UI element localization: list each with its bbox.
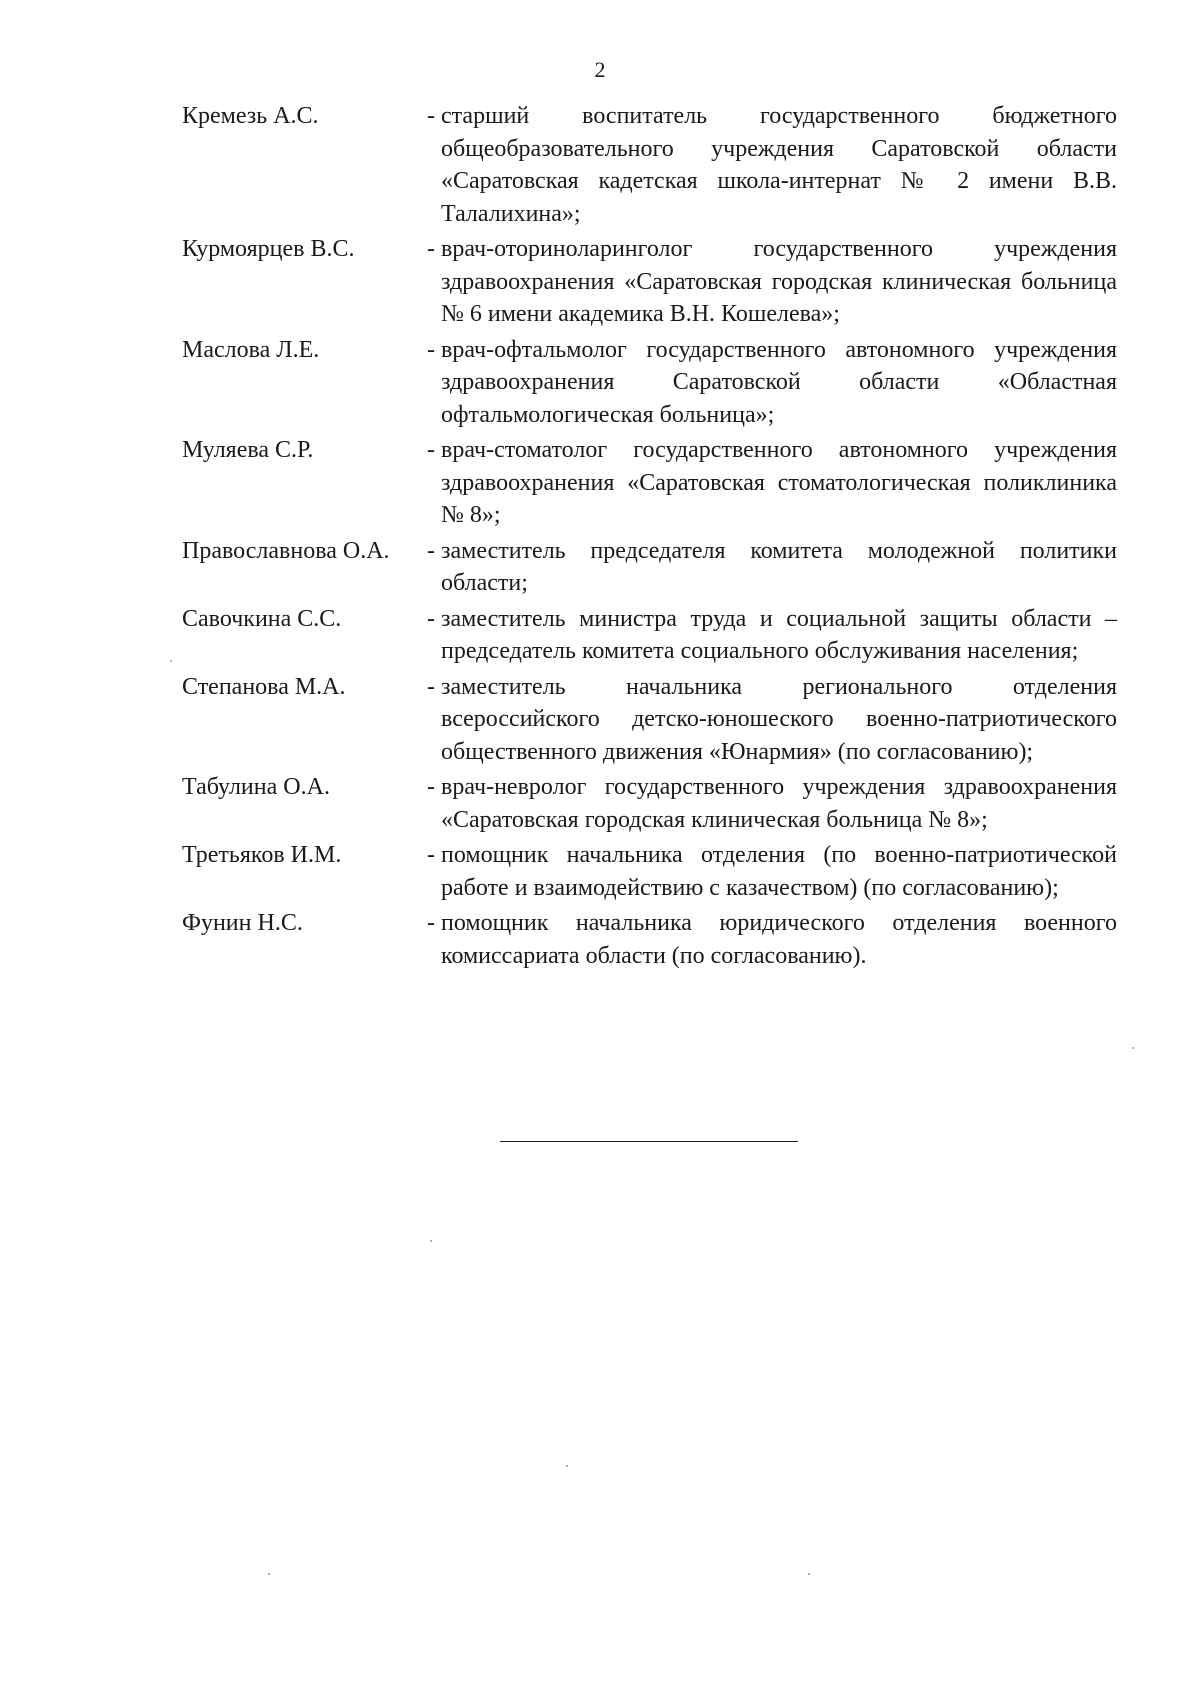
member-name: Православнова О.А. [182,537,390,564]
end-of-document-divider [500,1141,798,1142]
member-position: старший воспитатель государственного бюджетного общеобразовательного учреждения Саратовской области «Саратовская кадетская школа-интернат № 2 имени В.В. Талалихина»; [441,103,1117,227]
dash-separator: - [427,236,435,262]
list-item [182,100,1117,230]
dash-separator: - [427,336,435,363]
member-name: Курмоярцев В.С. [182,236,355,262]
list-item [182,671,1117,769]
scan-speck [1132,1047,1134,1049]
member-name: Муляева С.Р. [182,437,314,463]
scan-speck [170,660,172,662]
member-position: заместитель министра труда и социальной защиты области – председатель комитета социального обслуживания населения; [441,605,1117,664]
member-position: врач-стоматолог государственного автономного учреждения здравоохранения «Саратовская стоматологическая поликлиника № 8»; [441,437,1117,528]
dash-separator: - [427,605,435,632]
dash-separator: - [427,103,435,129]
scan-speck [430,1240,432,1242]
member-position: помощник начальника отделения (по военно-патриотической работе и взаимодействию с казачеством) (по согласованию); [441,842,1117,901]
member-name: Третьяков И.М. [182,842,342,868]
dash-separator: - [427,842,435,868]
member-name: Савочкина С.С. [182,605,342,632]
member-list [182,100,1117,972]
member-position: врач-офтальмолог государственного автономного учреждения здравоохранения Саратовской области «Областная офтальмологическая больница»; [441,336,1117,428]
member-position: помощник начальника юридического отделения военного комиссариата области (по согласованию). [441,910,1117,969]
dash-separator: - [427,910,435,936]
member-position: заместитель председателя комитета молодежной политики области; [441,537,1117,596]
page-number: 2 [594,57,606,82]
member-name: Кремезь А.С. [182,103,319,129]
member-name: Маслова Л.Е. [182,336,320,363]
list-item [182,771,1117,836]
member-name: Степанова М.А. [182,673,346,700]
list-item [182,334,1117,432]
member-name: Фунин Н.С. [182,910,303,936]
list-item [182,535,1117,600]
dash-separator: - [427,537,435,564]
member-name: Табулина О.А. [182,774,330,800]
list-item [182,907,1117,972]
list-item [182,434,1117,532]
list-item [182,233,1117,331]
scan-speck [566,1465,568,1467]
list-item [182,839,1117,904]
dash-separator: - [427,774,435,800]
list-item [182,603,1117,668]
dash-separator: - [427,673,435,700]
scan-speck [268,1573,270,1575]
member-position: заместитель начальника регионального отделения всероссийского детско-юношеского военно-патриотического общественного движения «Юнармия» (по согласованию); [441,673,1117,765]
dash-separator: - [427,437,435,463]
member-position: врач-невролог государственного учреждения здравоохранения «Саратовская городская клиническая больница № 8»; [441,774,1117,833]
member-position: врач-оториноларинголог государственного учреждения здравоохранения «Саратовская городская клиническая больница № 6 имени академика В.Н. Кошелева»; [441,236,1117,327]
scan-speck [808,1573,810,1575]
